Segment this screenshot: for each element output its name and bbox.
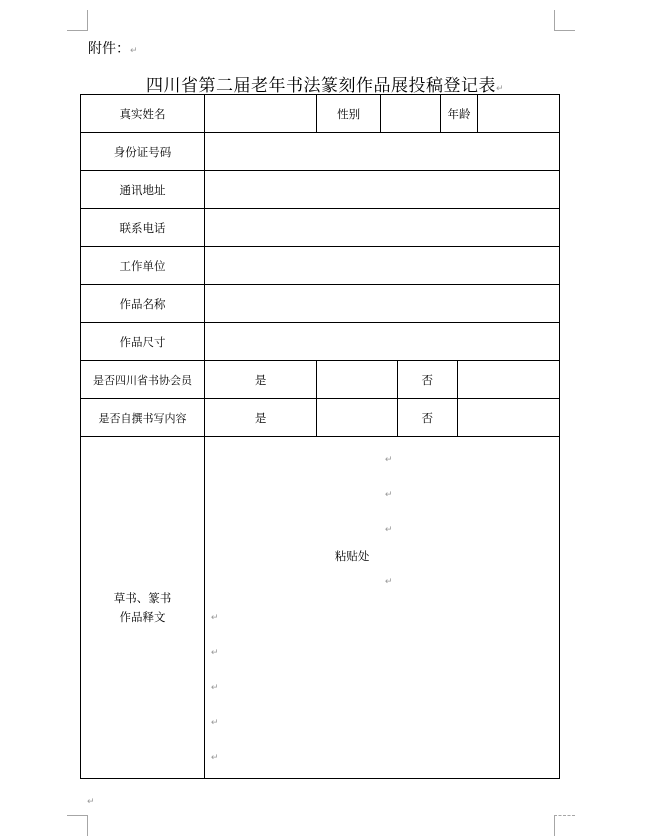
address-label: 通讯地址 xyxy=(81,171,205,209)
transcription-label-line2: 作品释文 xyxy=(119,609,166,624)
row-work-title xyxy=(81,285,560,323)
work-size-label: 作品尺寸 xyxy=(81,323,205,361)
paragraph-mark-icon: ↵ xyxy=(210,718,219,728)
paragraph-mark-icon: ↵ xyxy=(384,577,393,587)
work-title-label: 作品名称 xyxy=(81,285,205,323)
name-label: 真实姓名 xyxy=(81,95,205,133)
transcription-paste-area[interactable] xyxy=(204,437,559,779)
self-composed-yes-label: 是 xyxy=(204,399,316,437)
transcription-label-line1: 草书、篆书 xyxy=(113,590,172,605)
association-yes-label: 是 xyxy=(204,361,316,399)
attachment-label xyxy=(88,38,138,58)
paragraph-mark-icon: ↵ xyxy=(210,683,219,693)
paragraph-mark-icon: ↵ xyxy=(495,84,505,94)
self-composed-no-label: 否 xyxy=(397,399,457,437)
association-yes-field[interactable] xyxy=(317,361,397,399)
registration-form-table xyxy=(80,94,560,779)
phone-label: 联系电话 xyxy=(81,209,205,247)
crop-mark-bottom-left xyxy=(67,815,88,836)
paragraph-mark-icon: ↵ xyxy=(210,613,219,623)
age-label: 年龄 xyxy=(441,95,477,133)
age-field[interactable] xyxy=(477,95,559,133)
gender-label: 性别 xyxy=(317,95,381,133)
address-field[interactable] xyxy=(204,171,559,209)
row-self-composed xyxy=(81,399,560,437)
association-member-label: 是否四川省书协会员 xyxy=(81,361,205,399)
employer-field[interactable] xyxy=(204,247,559,285)
name-field[interactable] xyxy=(204,95,316,133)
self-composed-yes-field[interactable] xyxy=(317,399,397,437)
paragraph-mark-icon: ↵ xyxy=(384,490,393,500)
self-composed-no-field[interactable] xyxy=(457,399,559,437)
attachment-text: 附件： xyxy=(88,41,130,57)
row-employer xyxy=(81,247,560,285)
association-no-field[interactable] xyxy=(457,361,559,399)
crop-mark-top-right xyxy=(554,10,575,31)
row-address xyxy=(81,171,560,209)
page-title xyxy=(0,71,650,96)
paragraph-mark-icon: ↵ xyxy=(87,797,95,807)
id-number-label: 身份证号码 xyxy=(81,133,205,171)
transcription-label xyxy=(81,437,205,779)
row-id-number xyxy=(81,133,560,171)
gender-field[interactable] xyxy=(380,95,440,133)
self-composed-label: 是否自撰书写内容 xyxy=(81,399,205,437)
title-text: 四川省第二届老年书法篆刻作品展投稿登记表 xyxy=(145,76,496,96)
paragraph-mark-icon: ↵ xyxy=(210,753,219,763)
paragraph-mark-icon: ↵ xyxy=(210,648,219,658)
phone-field[interactable] xyxy=(204,209,559,247)
work-title-field[interactable] xyxy=(204,285,559,323)
paragraph-mark-icon: ↵ xyxy=(384,455,393,465)
crop-mark-top-left xyxy=(67,10,88,31)
row-transcription xyxy=(81,437,560,779)
id-number-field[interactable] xyxy=(204,133,559,171)
paragraph-mark-icon: ↵ xyxy=(384,525,393,535)
association-no-label: 否 xyxy=(397,361,457,399)
row-work-size xyxy=(81,323,560,361)
paragraph-mark-icon: ↵ xyxy=(130,46,138,56)
row-association-member xyxy=(81,361,560,399)
row-phone xyxy=(81,209,560,247)
row-name-gender-age xyxy=(81,95,560,133)
employer-label: 工作单位 xyxy=(81,247,205,285)
paste-here-label: 粘贴处 xyxy=(334,549,370,563)
crop-mark-bottom-right xyxy=(554,815,575,836)
work-size-field[interactable] xyxy=(204,323,559,361)
